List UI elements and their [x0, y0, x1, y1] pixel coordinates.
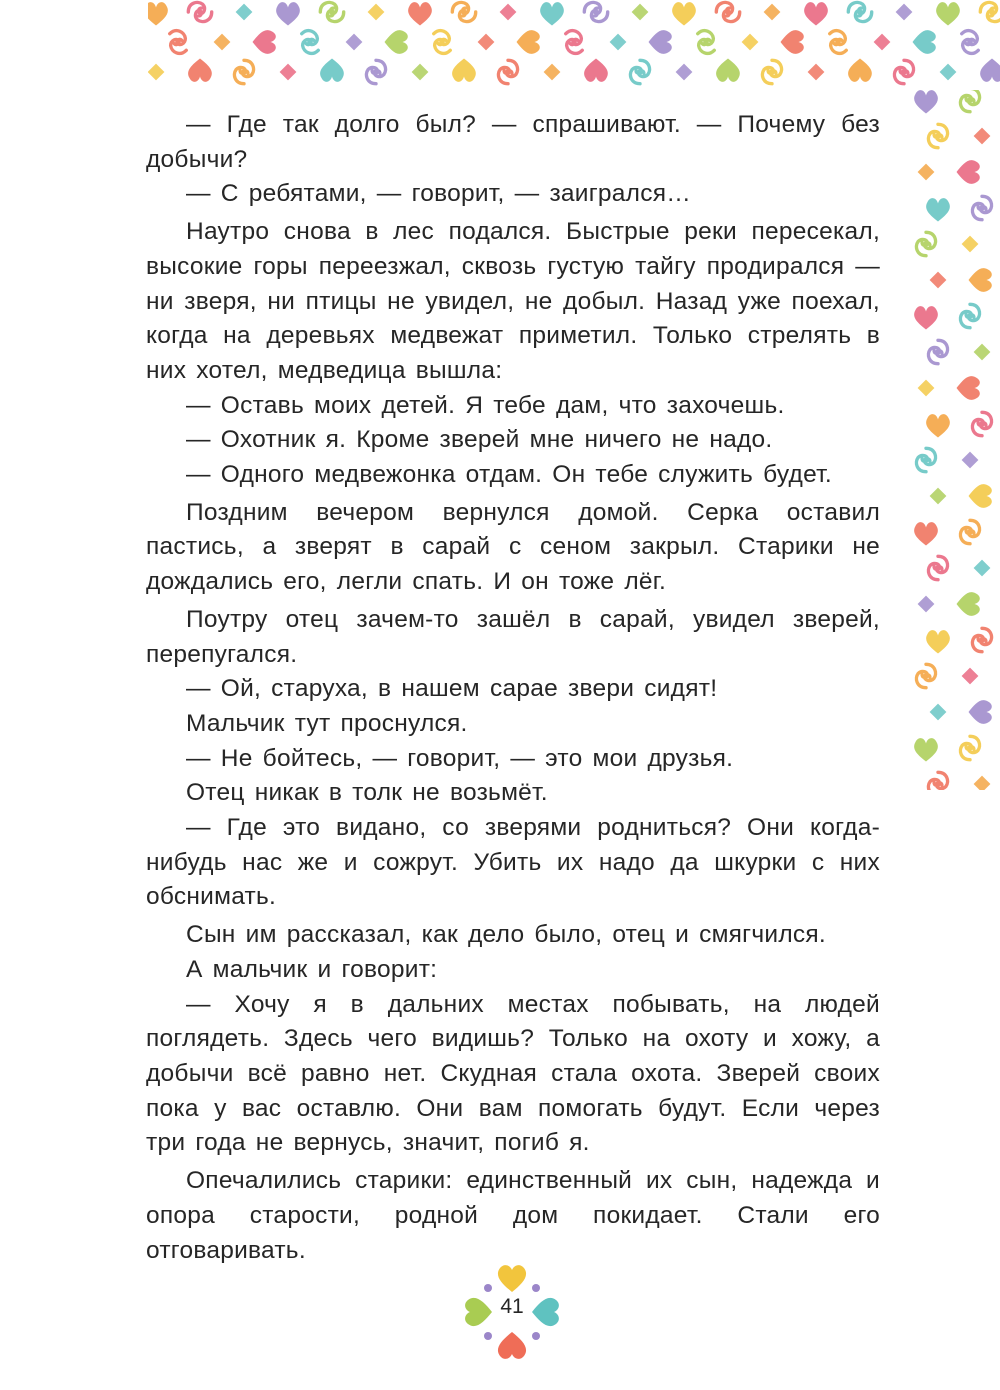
heart-icon [188, 59, 212, 82]
heart-icon [584, 59, 608, 82]
right-ornament-border [906, 90, 1000, 790]
heart-icon [914, 738, 938, 761]
scroll-icon [584, 2, 607, 21]
diamond-icon [742, 34, 759, 51]
scroll-icon [320, 2, 343, 21]
paragraph: — Оставь моих детей. Я тебе дам, что захочешь. [186, 391, 785, 419]
diamond-icon [930, 272, 947, 289]
scroll-icon [928, 124, 947, 147]
heart-icon [980, 59, 1000, 82]
top-ornament-border [148, 0, 1000, 93]
paragraph: А мальчик и говорит: [186, 955, 438, 983]
heart-icon [804, 2, 828, 25]
diamond-icon [918, 596, 935, 613]
heart-icon [408, 2, 432, 25]
paragraph: — Хочу я в дальних местах побывать, на людей поглядеть. Здесь чего видишь? Только на охоту и хожу, а добычи всё равно нет. Скудная стала охота. Зверей своих пока у вас оставлю. Они вам помогать будут. Если через три года не вернусь, значит, погиб я. [146, 990, 880, 1157]
heart-icon [913, 30, 936, 54]
diamond-icon [918, 164, 935, 181]
diamond-icon [412, 64, 429, 81]
diamond-icon [962, 668, 979, 685]
scroll-icon [295, 27, 325, 57]
scroll-icon [960, 304, 979, 327]
page-number: 41 [500, 1295, 524, 1318]
heart-icon [926, 414, 950, 437]
paragraph: — Одного медвежонка отдам. Он тебе служить будет. [186, 461, 832, 489]
scroll-icon [928, 772, 947, 790]
heart-icon [517, 30, 540, 54]
diamond-icon [962, 236, 979, 253]
paragraph: Наутро снова в лес подался. Быстрые реки пересекал, высокие горы переезжал, сквозь густую тайгу продирался — ни зверя, ни птицы не увидел, не добыл. Назад уже поехал, когда на деревьях медвежат приметил. Только стрелять в них хотел, медведица вышла: [146, 218, 880, 384]
diamond-icon [368, 4, 385, 21]
scroll-icon [823, 27, 853, 57]
scroll-icon [559, 27, 589, 57]
diamond-icon [676, 64, 693, 81]
heart-icon [540, 2, 564, 25]
paragraph: Опечалились старики: единственный их сын, надежда и опора старости, родной дом покидает. Стали его отговаривать. [146, 1167, 880, 1264]
heart-icon [957, 592, 980, 616]
heart-icon [385, 30, 408, 54]
scroll-icon [848, 2, 871, 21]
diamond-icon [974, 128, 991, 145]
heart-icon [498, 1265, 526, 1292]
paragraph: — Ой, старуха, в нашем сарае звери сидят! [186, 675, 718, 703]
scroll-icon [762, 60, 781, 83]
heart-icon [957, 376, 980, 400]
scroll-icon [980, 2, 1000, 21]
paragraph: — Не бойтесь, — говорит, — это мои друзья. [186, 744, 734, 772]
heart-icon [926, 630, 950, 653]
heart-icon [716, 59, 740, 82]
diamond-icon [974, 560, 991, 577]
scroll-icon [234, 60, 253, 83]
heart-icon [957, 160, 980, 184]
heart-icon [914, 522, 938, 545]
paragraph: Поздним вечером вернулся домой. Серка оставил пастись, а зверят в сарай с сеном закрыл. Старики не дождались его, легли спать. И он тоже лёг. [146, 498, 880, 596]
diamond-icon [962, 452, 979, 469]
heart-icon [320, 59, 344, 82]
heart-icon [649, 30, 672, 54]
scroll-icon [928, 556, 947, 579]
heart-icon [914, 306, 938, 329]
diamond-icon [940, 64, 957, 81]
scroll-icon [630, 60, 649, 83]
scroll-icon [691, 27, 721, 57]
diamond-icon [874, 34, 891, 51]
diamond-icon [500, 4, 517, 21]
scroll-icon [960, 90, 979, 112]
scroll-icon [916, 664, 935, 687]
heart-icon [148, 2, 168, 25]
heart-icon [936, 2, 960, 25]
diamond-icon [974, 344, 991, 361]
scroll-icon [452, 2, 475, 21]
heart-icon [926, 198, 950, 221]
paragraph: — Где так долго был? — спрашивают. — Почему без добычи? [146, 111, 880, 173]
heart-icon [848, 59, 872, 82]
scroll-icon [188, 2, 211, 21]
diamond-icon [236, 4, 253, 21]
scroll-icon [163, 27, 193, 57]
scroll-icon [916, 232, 935, 255]
scroll-icon [498, 60, 517, 83]
scroll-icon [972, 412, 991, 435]
heart-icon [498, 1332, 526, 1359]
diamond-icon [764, 4, 781, 21]
paragraph: Поутру отец зачем-то зашёл в сарай, увидел зверей, перепугался. [146, 605, 880, 668]
diamond-icon [544, 64, 561, 81]
page-number-badge [462, 1262, 562, 1362]
diamond-icon [974, 776, 991, 790]
scroll-icon [972, 628, 991, 651]
diamond-icon [478, 34, 495, 51]
scroll-icon [955, 27, 985, 57]
scroll-icon [972, 196, 991, 219]
heart-icon [672, 2, 696, 25]
paragraph: — С ребятами, — говорит, — заигрался… [186, 180, 691, 208]
heart-icon [969, 700, 992, 724]
scroll-icon [928, 340, 947, 363]
diamond-icon [280, 64, 297, 81]
paragraph: Сын им рассказал, как дело было, отец и смягчился. [186, 921, 826, 949]
paragraph: Отец никак в толк не возьмёт. [186, 779, 548, 807]
heart-icon [276, 2, 300, 25]
scroll-icon [366, 60, 385, 83]
diamond-icon [930, 488, 947, 505]
paragraph: — Где это видано, со зверями родниться? Они когда-нибудь нас же и сожрут. Убить их надо да шкурки с них обснимать. [146, 814, 880, 911]
scroll-icon [716, 2, 739, 21]
heart-icon [452, 59, 476, 82]
paragraph: — Охотник я. Кроме зверей мне ничего не надо. [186, 426, 773, 454]
diamond-icon [610, 34, 627, 51]
heart-icon [969, 268, 992, 292]
scroll-icon [960, 736, 979, 759]
diamond-icon [214, 34, 231, 51]
paragraph: Мальчик тут проснулся. [186, 709, 468, 737]
heart-icon [969, 484, 992, 508]
scroll-icon [427, 27, 457, 57]
diamond-icon [918, 380, 935, 397]
heart-icon [781, 30, 804, 54]
scroll-icon [960, 520, 979, 543]
diamond-icon [930, 704, 947, 721]
diamond-icon [808, 64, 825, 81]
heart-icon [914, 90, 938, 113]
diamond-icon [632, 4, 649, 21]
scroll-icon [916, 448, 935, 471]
diamond-icon [148, 64, 164, 81]
scroll-icon [894, 60, 913, 83]
diamond-icon [346, 34, 363, 51]
story-text [146, 108, 880, 1268]
heart-icon [253, 30, 276, 54]
diamond-icon [896, 4, 913, 21]
